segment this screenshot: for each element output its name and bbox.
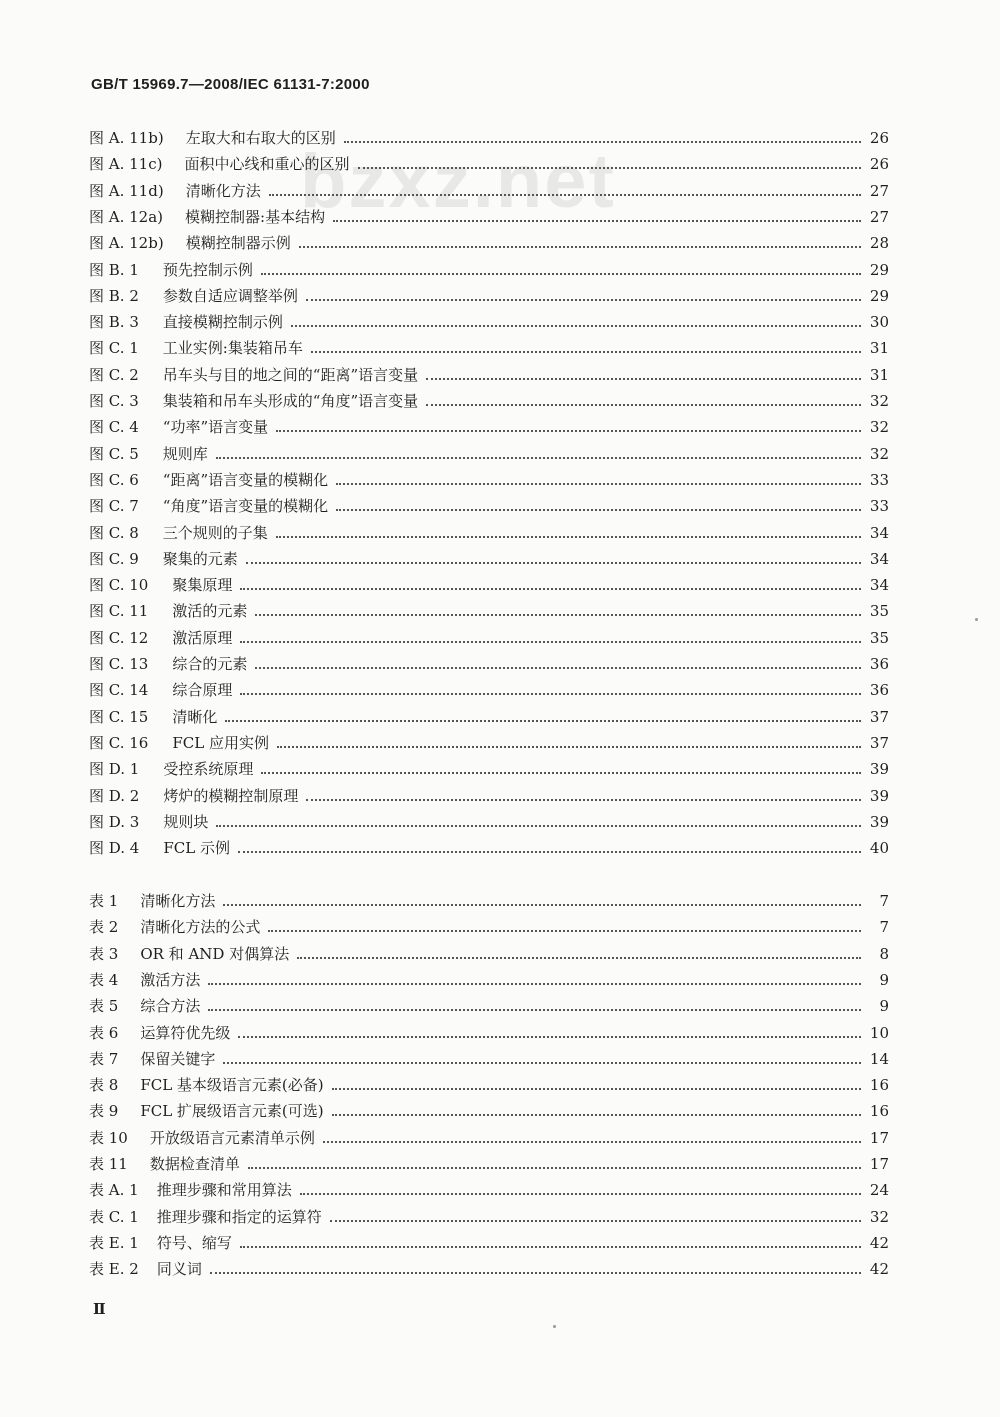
- table-entry: [89, 1150, 889, 1174]
- entry-title: 集装箱和吊车头形成的“角度”语言变量: [162, 392, 419, 410]
- entry-number: 图 C. 10: [89, 576, 149, 595]
- entry-page-number: 33: [869, 470, 889, 489]
- entry-number: 图 A. 12b): [89, 234, 164, 253]
- watermark: bzxz.net: [300, 139, 616, 224]
- entry-title: 综合的元素: [172, 655, 248, 673]
- entry-number: 图 D. 3: [89, 812, 140, 831]
- dot-leader: [208, 982, 861, 985]
- table-entry: [89, 1176, 889, 1200]
- figure-entry: [89, 676, 889, 700]
- entry-page-number: 37: [869, 733, 889, 752]
- entry-number: 表 4: [89, 970, 119, 989]
- entry-page-number: 26: [869, 155, 889, 174]
- entry-title: 参数自适应调整举例: [162, 286, 298, 305]
- entry-title: 激活的元素: [172, 602, 248, 621]
- entry-title: 聚集原理: [172, 576, 233, 595]
- dot-leader: [240, 587, 861, 590]
- dot-leader: [261, 771, 861, 774]
- entry-title: “功率”语言变量: [162, 418, 269, 437]
- table-entry: [89, 887, 889, 911]
- dot-leader: [306, 798, 861, 801]
- entry-number: 表 7: [89, 1049, 119, 1068]
- entry-title: “距离”语言变量的模糊化: [162, 470, 329, 489]
- dot-leader: [333, 219, 861, 222]
- figure-entry: [89, 755, 889, 779]
- entry-title: 清晰化方法的公式: [140, 918, 261, 937]
- entry-title: OR 和 AND 对偶算法: [140, 944, 290, 963]
- dot-leader: [426, 403, 861, 406]
- entry-title: 规则块: [163, 812, 209, 831]
- entry-page-number: 26: [869, 129, 889, 147]
- dot-leader: [223, 903, 861, 906]
- figure-entry: [89, 650, 889, 674]
- scan-speck: [553, 1325, 556, 1328]
- entry-page-number: 30: [869, 313, 889, 332]
- dot-leader: [306, 298, 861, 301]
- dot-leader: [240, 640, 861, 643]
- entry-page-number: 36: [869, 655, 889, 673]
- dot-leader: [426, 377, 861, 380]
- entry-page-number: 29: [869, 260, 889, 279]
- entry-number: 图 B. 1: [89, 260, 139, 279]
- entry-page-number: 24: [869, 1181, 889, 1200]
- entry-number: 图 C. 15: [89, 707, 149, 726]
- entry-page-number: 27: [869, 207, 889, 226]
- dot-leader: [255, 666, 861, 669]
- dot-leader: [223, 1061, 861, 1064]
- entry-number: 表 C. 1: [89, 1207, 139, 1226]
- entry-title: 模糊控制器示例: [185, 234, 291, 253]
- entry-number: 图 C. 8: [89, 523, 139, 542]
- dot-leader: [291, 324, 861, 327]
- entry-page-number: 29: [869, 286, 889, 305]
- dot-leader: [277, 745, 861, 748]
- figure-entry: [89, 808, 889, 832]
- dot-leader: [336, 508, 861, 511]
- entry-title: “角度”语言变量的模糊化: [162, 497, 329, 516]
- entry-page-number: 10: [869, 1023, 889, 1042]
- figure-entry: [89, 413, 889, 437]
- figure-entry: [89, 729, 889, 753]
- dot-leader: [210, 1271, 861, 1274]
- entry-page-number: 35: [869, 628, 889, 647]
- entry-title: 同义词: [156, 1260, 202, 1279]
- entry-title: FCL 应用实例: [172, 733, 269, 752]
- entry-number: 图 A. 12a): [89, 207, 164, 226]
- entry-title: 开放级语言元素清单示例: [149, 1128, 315, 1147]
- dot-leader: [269, 193, 861, 196]
- dot-leader: [216, 456, 861, 459]
- figure-entry: [89, 361, 889, 385]
- entry-number: 图 C. 13: [89, 655, 149, 673]
- entry-page-number: 32: [869, 392, 889, 410]
- entry-number: 图 A. 11d): [89, 181, 164, 200]
- figure-entry: [89, 282, 889, 306]
- entry-title: 清晰化方法: [140, 892, 216, 910]
- scan-speck: [975, 618, 978, 621]
- entry-number: 表 8: [89, 1076, 119, 1095]
- entry-page-number: 32: [869, 1207, 889, 1226]
- entry-title: FCL 基本级语言元素(必备): [140, 1076, 324, 1095]
- dot-leader: [238, 850, 861, 853]
- dot-leader: [299, 245, 861, 248]
- entry-number: 表 10: [89, 1128, 128, 1147]
- figure-entry: [89, 466, 889, 490]
- entry-page-number: 28: [869, 234, 889, 253]
- dot-leader: [358, 166, 862, 169]
- entry-title: 综合方法: [140, 997, 201, 1016]
- figure-entry: [89, 124, 889, 148]
- entry-title: 吊车头与目的地之间的“距离”语言变量: [162, 365, 419, 384]
- entry-page-number: 39: [869, 812, 889, 831]
- table-entry: [89, 992, 889, 1016]
- dot-leader: [240, 692, 861, 695]
- entry-page-number: 40: [869, 839, 889, 858]
- figure-entry: [89, 703, 889, 727]
- dot-leader: [240, 1245, 861, 1248]
- entry-title: FCL 示例: [163, 839, 230, 858]
- entry-number: 表 9: [89, 1102, 119, 1121]
- entry-page-number: 8: [879, 944, 889, 963]
- entry-number: 表 A. 1: [89, 1181, 139, 1200]
- entry-title: 推理步骤和常用算法: [156, 1181, 292, 1200]
- entry-title: 推理步骤和指定的运算符: [156, 1207, 322, 1226]
- figure-entry: [89, 782, 889, 806]
- entry-title: FCL 扩展级语言元素(可选): [140, 1102, 324, 1121]
- entry-title: 激活方法: [140, 970, 201, 989]
- entry-number: 图 C. 12: [89, 628, 149, 647]
- figure-entry: [89, 177, 889, 201]
- entry-number: 图 C. 4: [89, 418, 139, 437]
- entry-title: 激活原理: [172, 628, 233, 647]
- figure-entry: [89, 492, 889, 516]
- entry-number: 表 E. 2: [89, 1260, 139, 1279]
- entry-title: 直接模糊控制示例: [162, 313, 283, 332]
- entry-page-number: 9: [879, 997, 889, 1016]
- entry-title: 综合原理: [172, 681, 233, 700]
- entry-page-number: 16: [869, 1076, 889, 1095]
- table-entry: [89, 1229, 889, 1253]
- figure-entry: [89, 387, 889, 411]
- entry-number: 图 C. 6: [89, 470, 139, 489]
- entry-number: 表 1: [89, 892, 119, 910]
- table-entry: [89, 966, 889, 990]
- entry-number: 表 5: [89, 997, 119, 1016]
- entry-number: 图 D. 2: [89, 786, 140, 805]
- figure-entry: [89, 519, 889, 543]
- entry-title: 运算符优先级: [140, 1023, 231, 1042]
- entry-number: 图 C. 1: [89, 339, 139, 358]
- entry-number: 图 B. 3: [89, 313, 139, 332]
- entry-page-number: 32: [869, 444, 889, 463]
- entry-page-number: 14: [869, 1049, 889, 1068]
- table-entry: [89, 1097, 889, 1121]
- dot-leader: [225, 719, 861, 722]
- entry-page-number: 42: [869, 1260, 889, 1279]
- figure-entry: [89, 571, 889, 595]
- figure-entry: [89, 229, 889, 253]
- figure-entry: [89, 150, 889, 174]
- entry-page-number: 31: [869, 339, 889, 358]
- entry-number: 表 3: [89, 944, 119, 963]
- figure-entry: [89, 334, 889, 358]
- dot-leader: [297, 956, 861, 959]
- standard-header: GB/T 15969.7—2008/IEC 61131-7:2000: [91, 76, 370, 93]
- dot-leader: [276, 429, 861, 432]
- entry-page-number: 16: [869, 1102, 889, 1121]
- entry-number: 图 C. 2: [89, 365, 139, 384]
- dot-leader: [248, 1166, 861, 1169]
- entry-page-number: 37: [869, 707, 889, 726]
- entry-number: 图 C. 5: [89, 444, 139, 463]
- entry-page-number: 34: [869, 523, 889, 542]
- dot-leader: [255, 613, 861, 616]
- table-entry: [89, 1255, 889, 1279]
- entry-number: 图 C. 11: [89, 602, 149, 621]
- dot-leader: [246, 561, 861, 564]
- table-entry: [89, 1071, 889, 1095]
- entry-title: 清晰化方法: [185, 181, 261, 200]
- figure-entry: [89, 203, 889, 227]
- entry-title: 工业实例:集装箱吊车: [162, 339, 303, 358]
- entry-page-number: 32: [869, 418, 889, 437]
- entry-number: 表 6: [89, 1023, 119, 1042]
- dot-leader: [330, 1219, 861, 1222]
- entry-number: 图 C. 16: [89, 733, 149, 752]
- dot-leader: [332, 1113, 861, 1116]
- dot-leader: [300, 1192, 861, 1195]
- entry-page-number: 7: [879, 892, 889, 910]
- dot-leader: [268, 929, 861, 932]
- entry-title: 预先控制示例: [162, 260, 253, 279]
- entry-page-number: 17: [869, 1155, 889, 1173]
- entry-title: 面积中心线和重心的区别: [184, 155, 350, 174]
- entry-number: 图 C. 9: [89, 549, 139, 568]
- figure-entry: [89, 440, 889, 464]
- entry-page-number: 9: [879, 970, 889, 989]
- dot-leader: [208, 1008, 861, 1011]
- table-entry: [89, 1019, 889, 1043]
- entry-page-number: 17: [869, 1128, 889, 1147]
- entry-title: 左取大和右取大的区别: [185, 129, 336, 147]
- entry-title: 数据检查清单: [149, 1155, 240, 1173]
- entry-title: 受控系统原理: [163, 760, 254, 779]
- entry-number: 图 C. 7: [89, 497, 139, 516]
- table-entry: [89, 1045, 889, 1069]
- entry-number: 图 A. 11b): [89, 129, 164, 147]
- entry-number: 图 D. 1: [89, 760, 140, 779]
- dot-leader: [261, 272, 861, 275]
- entry-page-number: 39: [869, 786, 889, 805]
- figure-entry: [89, 256, 889, 280]
- entry-number: 表 E. 1: [89, 1233, 139, 1252]
- entry-page-number: 7: [879, 918, 889, 937]
- entry-page-number: 27: [869, 181, 889, 200]
- entry-page-number: 33: [869, 497, 889, 516]
- table-entry: [89, 1124, 889, 1148]
- entry-number: 图 C. 3: [89, 392, 139, 410]
- dot-leader: [216, 824, 861, 827]
- figure-entry: [89, 308, 889, 332]
- table-entry: [89, 940, 889, 964]
- entry-number: 表 2: [89, 918, 119, 937]
- page-number: Ⅱ: [93, 1300, 106, 1318]
- entry-page-number: 31: [869, 365, 889, 384]
- entry-page-number: 36: [869, 681, 889, 700]
- entry-title: 烤炉的模糊控制原理: [163, 786, 299, 805]
- entry-page-number: 42: [869, 1233, 889, 1252]
- entry-number: 图 C. 14: [89, 681, 149, 700]
- figure-entry: [89, 624, 889, 648]
- dot-leader: [332, 1087, 861, 1090]
- entry-title: 规则库: [162, 444, 208, 463]
- entry-number: 图 A. 11c): [89, 155, 163, 174]
- entry-title: 符号、缩写: [156, 1233, 232, 1252]
- dot-leader: [311, 350, 861, 353]
- table-entry: [89, 1203, 889, 1227]
- dot-leader: [344, 140, 861, 143]
- entry-page-number: 34: [869, 549, 889, 568]
- figure-entry: [89, 597, 889, 621]
- entry-page-number: 39: [869, 760, 889, 779]
- dot-leader: [336, 482, 861, 485]
- entry-title: 三个规则的子集: [162, 523, 268, 542]
- entry-title: 模糊控制器:基本结构: [185, 207, 326, 226]
- entry-number: 图 D. 4: [89, 839, 140, 858]
- entry-number: 图 B. 2: [89, 286, 139, 305]
- entry-number: 表 11: [89, 1155, 128, 1173]
- entry-title: 聚集的元素: [162, 549, 238, 568]
- entry-page-number: 35: [869, 602, 889, 621]
- dot-leader: [276, 535, 861, 538]
- figure-entry: [89, 834, 889, 858]
- dot-leader: [323, 1140, 861, 1143]
- entry-title: 保留关键字: [140, 1049, 216, 1068]
- figure-entry: [89, 545, 889, 569]
- entry-page-number: 34: [869, 576, 889, 595]
- table-entry: [89, 913, 889, 937]
- entry-title: 清晰化: [172, 707, 218, 726]
- dot-leader: [238, 1035, 861, 1038]
